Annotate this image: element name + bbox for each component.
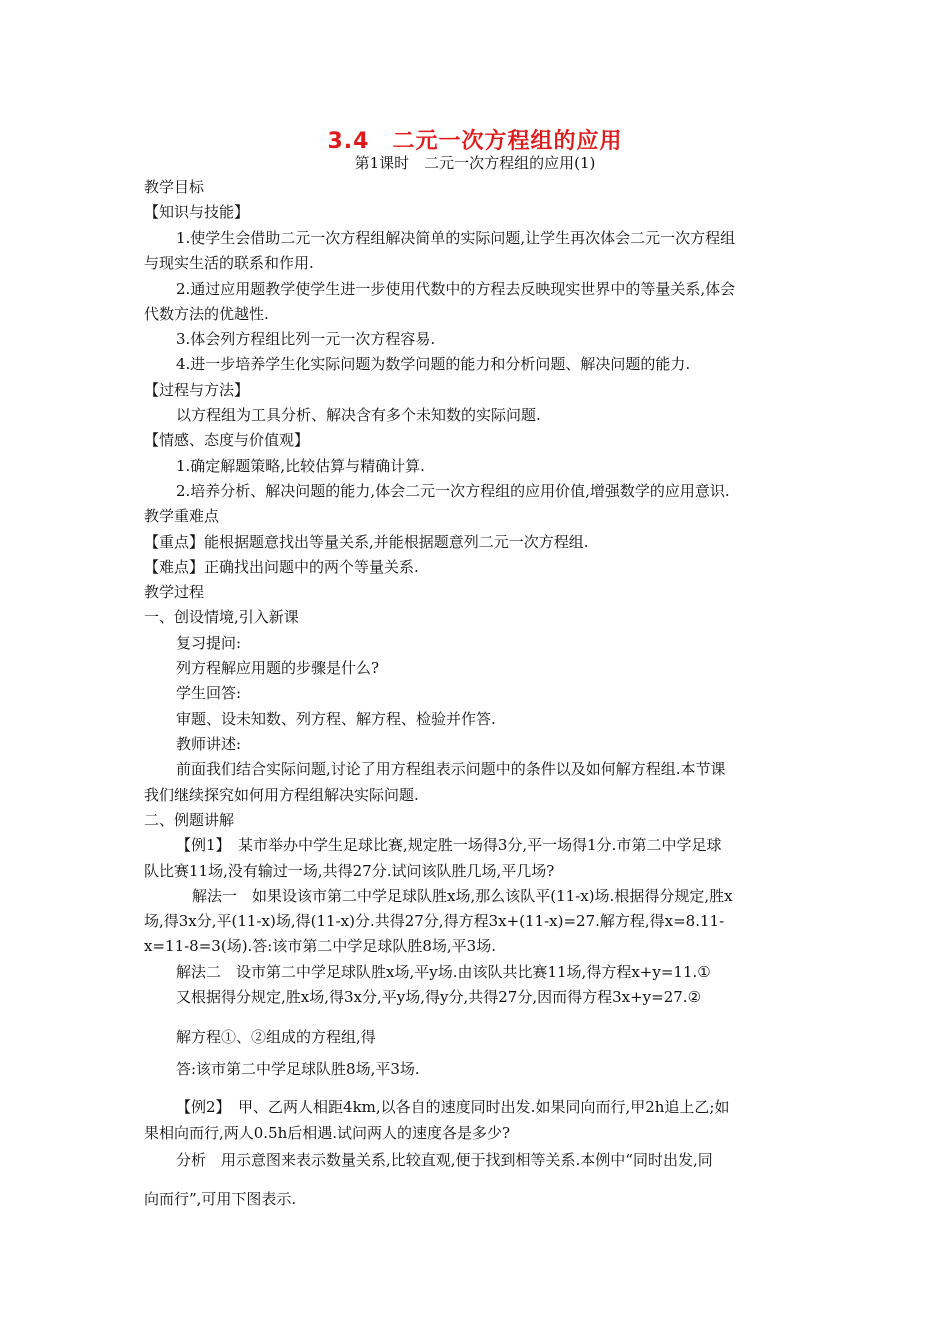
page-subtitle: 第1课时 二元一次方程组的应用(1): [354, 154, 596, 172]
paragraph-line: 【难点】正确找出问题中的两个等量关系.: [144, 558, 419, 576]
section-knowledge-skills: 【知识与技能】: [144, 203, 250, 221]
section-examples: 二、例题讲解: [144, 811, 235, 829]
page-title: 3.4 二元一次方程组的应用: [327, 129, 623, 154]
paragraph-line: 解方程①、②组成的方程组,得: [176, 1028, 376, 1046]
section-process-method: 【过程与方法】: [144, 381, 250, 399]
section-intro: 一、创设情境,引入新课: [144, 608, 299, 626]
paragraph-line: 2.通过应用题教学使学生进一步使用代数中的方程去反映现实世界中的等量关系,体会: [176, 280, 736, 298]
paragraph-line: 4.进一步培养学生化实际问题为数学问题的能力和分析问题、解决问题的能力.: [176, 355, 691, 373]
paragraph-line: 审题、设未知数、列方程、解方程、检验并作答.: [176, 710, 496, 728]
paragraph-line: 1.确定解题策略,比较估算与精确计算.: [176, 457, 425, 475]
paragraph-line: 场,得3x分,平(11-x)场,得(11-x)分.共得27分,得方程3x+(11-x)=27.解方程,得x=8.11-: [144, 912, 725, 930]
paragraph-line: 分析 用示意图来表示数量关系,比较直观,便于找到相等关系.本例中“同时出发,同: [176, 1151, 713, 1169]
paragraph-line: 向而行”,可用下图表示.: [144, 1190, 297, 1208]
paragraph-line: 果相向而行,两人0.5h后相遇.试问两人的速度各是多少?: [144, 1124, 511, 1142]
paragraph-line: 学生回答:: [176, 684, 242, 702]
heading-key-points: 教学重难点: [144, 507, 220, 525]
paragraph-line: 解法二 设市第二中学足球队胜x场,平y场.由该队共比赛11场,得方程x+y=11.①: [176, 963, 711, 981]
paragraph-line: 3.体会列方程组比列一元一次方程容易.: [176, 330, 436, 348]
paragraph-line: 前面我们结合实际问题,讨论了用方程组表示问题中的条件以及如何解方程组.本节课: [176, 760, 726, 778]
paragraph-line: 解法一 如果设该市第二中学足球队胜x场,那么该队平(11-x)场.根据得分规定,胜x: [192, 887, 733, 905]
paragraph-line: 队比赛11场,没有输过一场,共得27分.试问该队胜几场,平几场?: [144, 862, 555, 880]
paragraph-line: 1.使学生会借助二元一次方程组解决简单的实际问题,让学生再次体会二元一次方程组: [176, 229, 736, 247]
heading-teaching-goals: 教学目标: [144, 178, 205, 196]
paragraph-line: 2.培养分析、解决问题的能力,体会二元一次方程组的应用价值,增强数学的应用意识.: [176, 482, 730, 500]
paragraph-line: 与现实生活的联系和作用.: [144, 254, 314, 272]
paragraph-line: 答:该市第二中学足球队胜8场,平3场.: [176, 1060, 420, 1078]
paragraph-line: 【重点】能根据题意找出等量关系,并能根据题意列二元一次方程组.: [144, 533, 589, 551]
paragraph-line: 教师讲述:: [176, 735, 242, 753]
heading-teaching-process: 教学过程: [144, 583, 205, 601]
paragraph-line: 代数方法的优越性.: [144, 305, 269, 323]
paragraph-line: 我们继续探究如何用方程组解决实际问题.: [144, 786, 419, 804]
paragraph-line: 【例2】 甲、乙两人相距4km,以各自的速度同时出发.如果同向而行,甲2h追上乙;如: [176, 1098, 730, 1116]
paragraph-line: 以方程组为工具分析、解决含有多个未知数的实际问题.: [176, 406, 541, 424]
paragraph-line: 复习提问:: [176, 634, 242, 652]
paragraph-line: x=11-8=3(场).答:该市第二中学足球队胜8场,平3场.: [144, 937, 496, 955]
paragraph-line: 又根据得分规定,胜x场,得3x分,平y场,得y分,共得27分,因而得方程3x+y=27.②: [176, 988, 702, 1006]
section-emotion-values: 【情感、态度与价值观】: [144, 431, 310, 449]
paragraph-line: 【例1】 某市举办中学生足球比赛,规定胜一场得3分,平一场得1分.市第二中学足球: [176, 836, 722, 854]
paragraph-line: 列方程解应用题的步骤是什么?: [176, 659, 380, 677]
